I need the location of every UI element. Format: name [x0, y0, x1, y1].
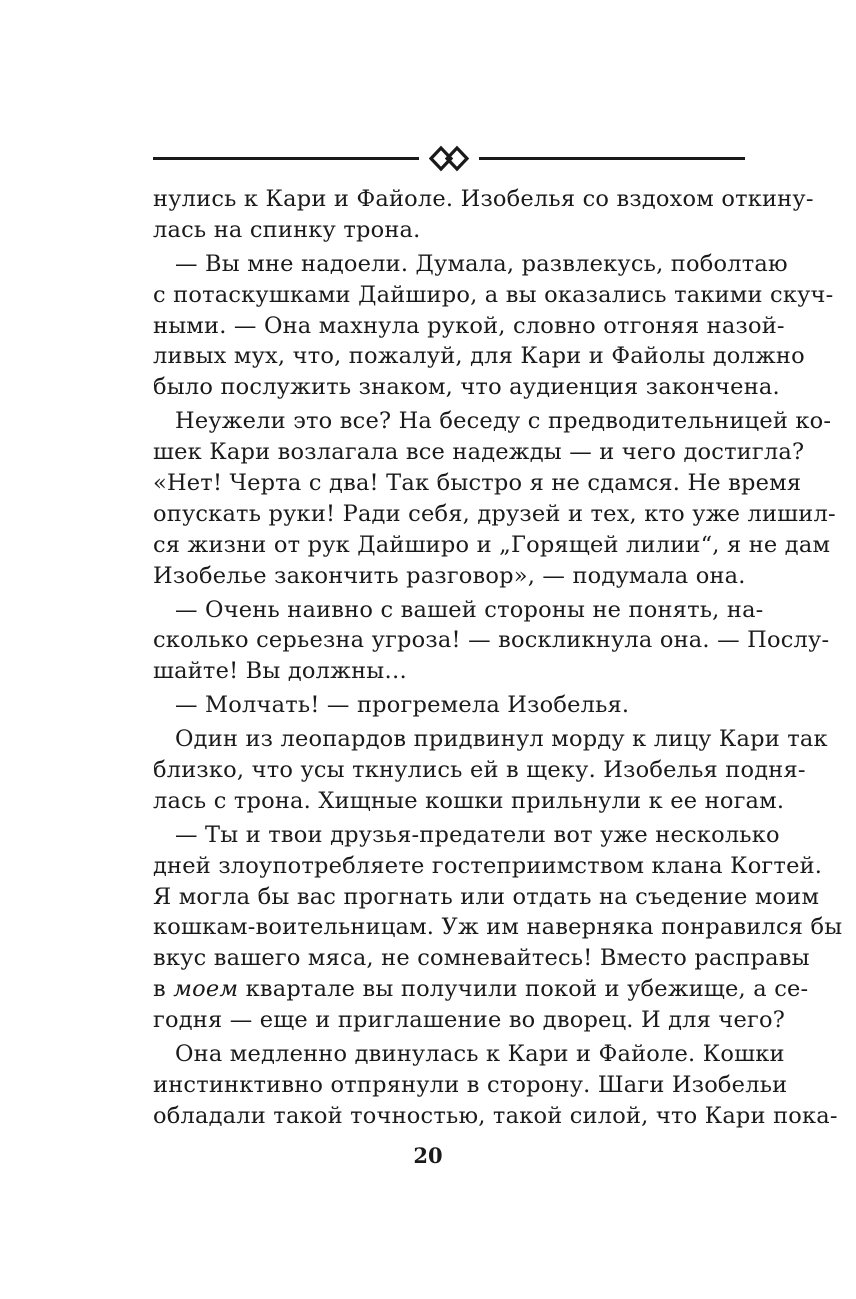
text-line-with-emphasis — [153, 974, 809, 1005]
body-text — [153, 184, 843, 1132]
diamond-knot-ornament-icon — [429, 145, 469, 173]
text-line: вкус вашего мяса, не сомневайтесь! Вместо расправы — [153, 945, 810, 972]
text-line: ными. — Она махнула рукой, словно отгоняя назой- — [153, 312, 785, 339]
text-line: — Молчать! — прогремела Изобелья. — [175, 692, 630, 719]
text-line: шек Кари возлагала все надежды — и чего достигла? — [153, 439, 805, 466]
chapter-header-rule — [153, 145, 745, 173]
text-line: ливых мух, что, пожалуй, для Кари и Файолы должно — [153, 343, 805, 370]
text-line: Я могла бы вас прогнать или отдать на съедение моим — [153, 883, 820, 910]
text-segment: квартале вы получили покой и убежище, а се- — [238, 976, 809, 1003]
text-line: Она медленно двинулась к Кари и Файоле. Кошки — [175, 1041, 785, 1068]
text-line: — Ты и твои друзья-предатели вот уже несколько — [175, 821, 780, 848]
text-line: лась на спинку трона. — [153, 216, 421, 243]
text-line: обладали такой точностью, такой силой, что Кари пока- — [153, 1102, 838, 1129]
text-line: ся жизни от рук Дайширо и „Горящей лилии“, я не дам — [153, 531, 831, 558]
text-line: было послужить знаком, что аудиенция закончена. — [153, 374, 780, 401]
text-line: годня — еще и приглашение во дворец. И для чего? — [153, 1007, 785, 1034]
text-line: Неужели это все? На беседу с предводительницей ко- — [175, 408, 832, 435]
text-line: опускать руки! Ради себя, друзей и тех, кто уже лишил- — [153, 500, 836, 527]
text-segment: в — [153, 976, 174, 1003]
text-line: Изобелье закончить разговор», — подумала она. — [153, 562, 746, 589]
text-line: близко, что усы ткнулись ей в щеку. Изобелья подня- — [153, 757, 806, 784]
text-line: кошкам-воительницам. Уж им наверняка понравился бы — [153, 914, 843, 941]
text-line: нулись к Кари и Файоле. Изобелья со вздохом откину- — [153, 186, 814, 212]
text-line: с потаскушками Дайширо, а вы оказались такими скуч- — [153, 281, 834, 308]
text-line: дней злоупотребляете гостеприимством клана Когтей. — [153, 852, 823, 879]
text-line: — Вы мне надоели. Думала, развлекусь, поболтаю — [175, 250, 788, 277]
text-line: лась с трона. Хищные кошки прильнули к ее ногам. — [153, 787, 785, 814]
text-line: шайте! Вы должны… — [153, 658, 408, 685]
text-line: «Нет! Черта с два! Так быстро я не сдамся. Не время — [153, 470, 802, 497]
emphasized-word: моем — [173, 976, 239, 1003]
page-number: 20 — [413, 1143, 443, 1168]
text-line: — Очень наивно с вашей стороны не понять, на- — [175, 596, 764, 623]
header-rule-left-line — [153, 157, 419, 160]
text-line: сколько серьезна угроза! — воскликнула она. — Послу- — [153, 627, 830, 654]
header-rule-right-line — [479, 157, 745, 160]
text-line: инстинктивно отпрянули в сторону. Шаги Изобельи — [153, 1071, 788, 1098]
text-line: Один из леопардов придвинул морду к лицу Кари так — [175, 726, 828, 753]
